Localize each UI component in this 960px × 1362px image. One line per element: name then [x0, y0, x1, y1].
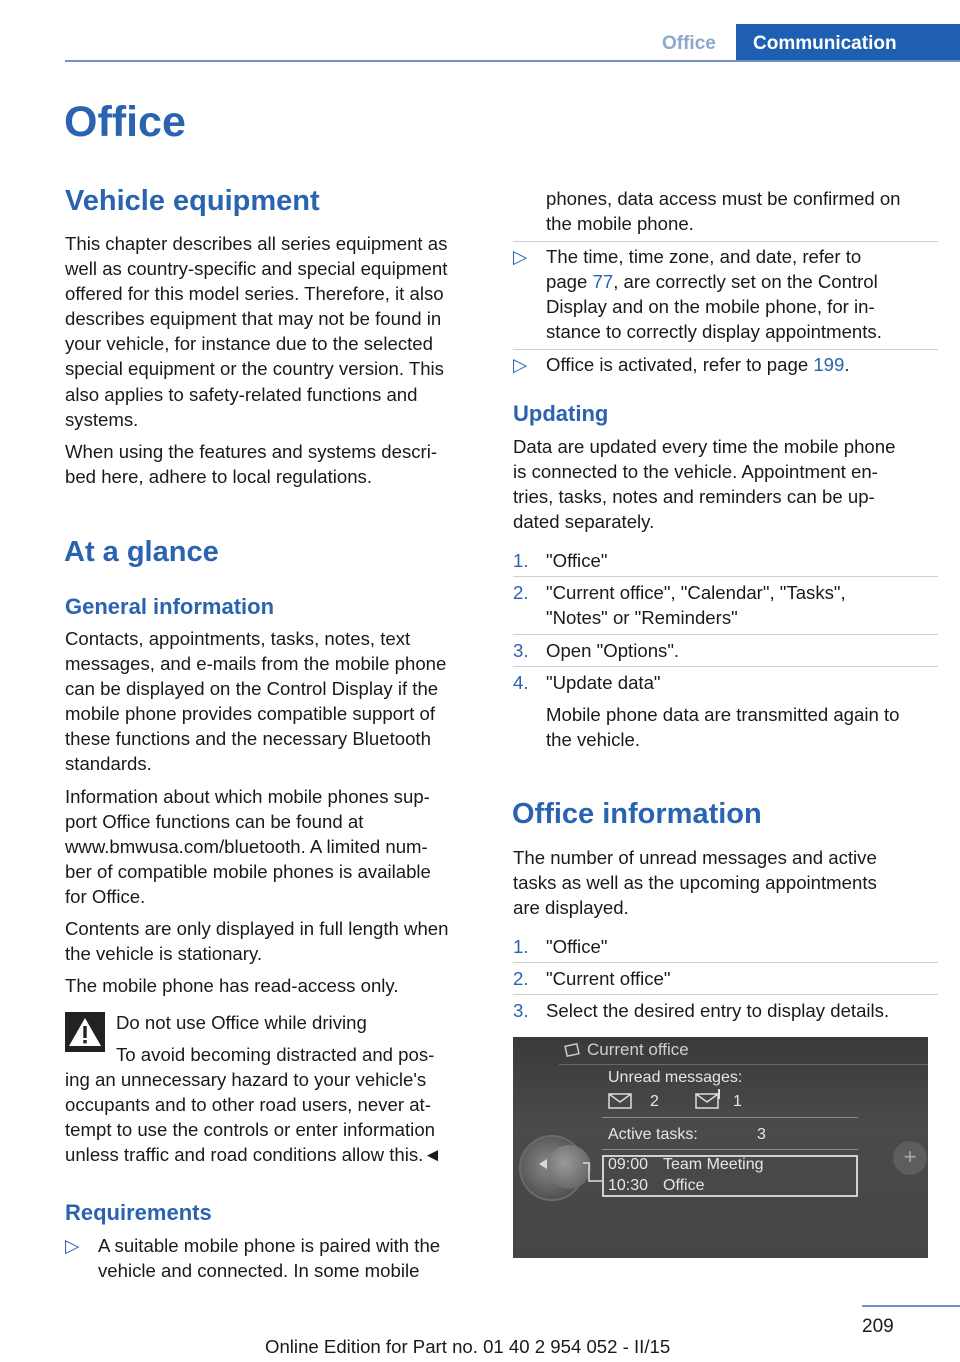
appointment-1-title: Team Meeting: [663, 1156, 764, 1173]
general-info-paragraph-4: The mobile phone has read-access only.: [65, 975, 399, 996]
page-link-77[interactable]: 77: [592, 271, 614, 293]
active-tasks-count: 3: [757, 1126, 766, 1143]
updating-step-2: 2. "Current office", "Calendar", "Tasks", "Notes" or "Reminders": [513, 582, 846, 629]
active-tasks-label: Active tasks:: [608, 1126, 698, 1143]
page-number: 209: [862, 1316, 894, 1337]
requirement-item-1-continued: phones, data access must be confirmed on the mobile phone.: [546, 188, 901, 235]
header-section: Office: [662, 33, 716, 54]
warning-title: Do not use Office while driving: [116, 1012, 367, 1033]
office-icon: [563, 1041, 581, 1059]
general-info-paragraph-3: Contents are only displayed in full length when the vehicle is stationary.: [65, 918, 449, 965]
appointment-2-title: Office: [663, 1177, 705, 1194]
warning-line-1: To avoid becoming distracted and pos‐: [116, 1044, 435, 1065]
appointment-1-time: 09:00: [608, 1156, 649, 1173]
general-info-paragraph-1: Contacts, appointments, tasks, notes, text messages, and e-mails from the mobile phone can be displayed on the Control Display if the mobile phone provides compatible support of these functions and the necessary Bluetooth standards.: [65, 628, 447, 775]
heading-general-information: General information: [65, 594, 275, 619]
updating-step-4-note: Mobile phone data are transmitted again to the vehicle.: [546, 704, 900, 751]
appointment-2-time: 10:30: [608, 1177, 649, 1194]
heading-office-information: Office information: [512, 798, 762, 830]
office-information-paragraph: The number of unread messages and active tasks as well as the upcoming appointments are displayed.: [513, 847, 877, 919]
control-display-screenshot: [513, 1037, 928, 1258]
office-info-step-2: 2. "Current office": [513, 968, 671, 989]
updating-step-1: 1. "Office": [513, 550, 608, 571]
warning-triangle-icon: [65, 1012, 105, 1052]
vehicle-equipment-paragraph-2: When using the features and systems descri‐ bed here, adhere to local regulations.: [65, 441, 438, 488]
bullet-marker-icon: ▷: [513, 354, 528, 375]
office-info-step-3: 3. Select the desired entry to display details.: [513, 1000, 890, 1021]
heading-at-a-glance: At a glance: [64, 536, 219, 568]
unread-count-sms: 2: [650, 1093, 659, 1110]
warning-body: ing an unnecessary hazard to your vehicle's occupants and to other road users, never at‐ tempt to use the controls or enter information unless traffic and road conditions allow this.◄: [65, 1069, 442, 1166]
screen-title: Current office: [587, 1040, 689, 1059]
vehicle-equipment-paragraph-1: This chapter describes all series equipment as well as country-specific and special equipment offered for this model series. Therefore, it also describes equipment that may not be found in your vehicle, for instance due to the selected special equipment or the country version. This also applies to safety-related functions and systems.: [65, 233, 448, 430]
heading-updating: Updating: [513, 401, 609, 426]
heading-vehicle-equipment: Vehicle equipment: [65, 185, 320, 217]
list-divider: [513, 994, 938, 995]
footer-rule: [862, 1305, 960, 1307]
bullet-marker-icon: ▷: [513, 246, 528, 267]
header-chapter: Communication: [736, 24, 960, 62]
screen-divider: [602, 1117, 858, 1118]
page-title: Office: [64, 98, 186, 146]
screen-divider: [602, 1149, 858, 1150]
unread-messages-label: Unread messages:: [608, 1069, 743, 1086]
updating-step-4: 4. "Update data": [513, 672, 661, 693]
screen-divider: [559, 1064, 928, 1065]
plus-icon: +: [893, 1141, 927, 1175]
requirement-item-2: ▷ The time, time zone, and date, refer to page 77, are correctly set on the Control Display and on the mobile phone, for in‐ stance to correctly display appointments.: [513, 246, 882, 343]
office-info-step-1: 1. "Office": [513, 936, 608, 957]
heading-requirements: Requirements: [65, 1200, 212, 1225]
footer-edition: Online Edition for Part no. 01 40 2 954 052 - II/15: [265, 1336, 671, 1357]
list-divider: [513, 666, 938, 667]
list-divider: [513, 634, 938, 635]
updating-paragraph: Data are updated every time the mobile phone is connected to the vehicle. Appointment en‐ tries, tasks, notes and reminders can be up‐ dated separately.: [513, 436, 896, 533]
list-divider: [513, 349, 938, 350]
header-rule: [65, 60, 960, 62]
unread-count-email: 1: [733, 1093, 742, 1110]
bullet-marker-icon: ▷: [65, 1235, 80, 1256]
envelope-icon: [608, 1092, 632, 1110]
list-divider: [513, 241, 938, 242]
list-divider: [513, 962, 938, 963]
updating-step-3: 3. Open "Options".: [513, 640, 680, 661]
email-new-icon: [695, 1089, 723, 1111]
list-divider: [513, 576, 938, 577]
general-info-paragraph-2: Information about which mobile phones sup‐ port Office functions can be found at www.bmwusa.com/bluetooth. A limited num‐ ber of compatible mobile phones is available for Office.: [65, 786, 431, 908]
page-link-199[interactable]: 199: [813, 354, 845, 375]
left-arrow-icon: [537, 1157, 549, 1171]
requirement-item-1: ▷ A suitable mobile phone is paired with the vehicle and connected. In some mobile: [65, 1235, 441, 1282]
requirement-item-3: ▷ Office is activated, refer to page 199.: [513, 352, 938, 378]
